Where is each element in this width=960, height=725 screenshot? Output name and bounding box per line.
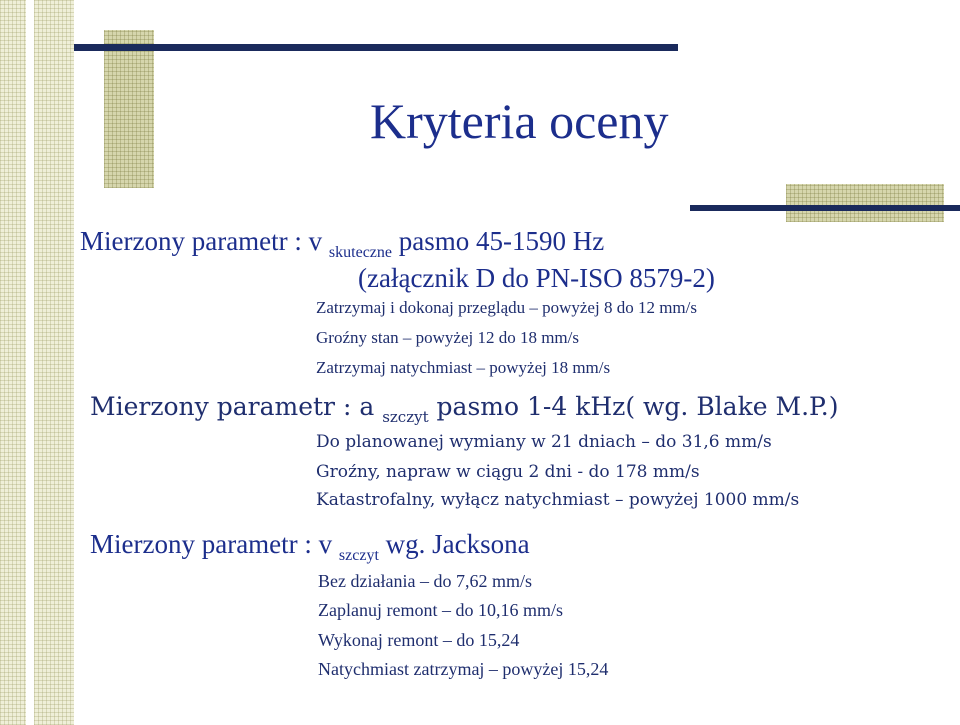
section3-subscript: szczyt (338, 547, 379, 564)
section3-heading (90, 529, 530, 564)
section3-item: Natychmiast zatrzymaj – powyżej 15,24 (318, 659, 609, 679)
section3-sep: : v (304, 529, 333, 559)
section3-item: Wykonaj remont – do 15,24 (318, 630, 520, 650)
decorative-band-left (0, 0, 26, 725)
decorative-band-left-2 (34, 0, 74, 725)
slide-title: Kryteria oceny (370, 93, 669, 149)
section3-label: Mierzony parametr (90, 529, 298, 559)
section1-item: Groźny stan – powyżej 12 do 18 mm/s (316, 328, 579, 347)
section1-rest: pasmo 45-1590 Hz (398, 226, 605, 256)
section1-label: Mierzony parametr (80, 226, 288, 256)
section1-sep: : v (294, 226, 323, 256)
section1-heading (80, 226, 605, 261)
title-rule-top (74, 44, 678, 51)
section3-item: Bez działania – do 7,62 mm/s (318, 571, 532, 591)
section3-rest: wg. Jacksona (385, 529, 530, 559)
section2-heading (90, 392, 839, 426)
section3-item: Zaplanuj remont – do 10,16 mm/s (318, 600, 563, 620)
section1-line2: (załącznik D do PN-ISO 8579-2) (358, 263, 715, 293)
section1-subscript: skuteczne (328, 244, 392, 261)
section2-rest: pasmo 1-4 kHz( wg. Blake M.P.) (436, 392, 839, 421)
section2-sep: : a (342, 392, 375, 421)
decorative-block-right (786, 184, 944, 222)
title-rule-right (690, 205, 960, 211)
section1-item: Zatrzymaj natychmiast – powyżej 18 mm/s (316, 358, 611, 377)
section2-item: Do planowanej wymiany w 21 dniach – do 31,6 mm/s (316, 432, 772, 452)
section2-item: Groźny, napraw w ciągu 2 dni - do 178 mm/s (316, 462, 700, 482)
decorative-block-top (104, 30, 154, 188)
section2-subscript: szczyt (382, 408, 429, 426)
section2-item: Katastrofalny, wyłącz natychmiast – powyżej 1000 mm/s (316, 490, 800, 510)
section2-label: Mierzony parametr (90, 392, 335, 421)
section1-item: Zatrzymaj i dokonaj przeglądu – powyżej 8 do 12 mm/s (316, 298, 697, 317)
